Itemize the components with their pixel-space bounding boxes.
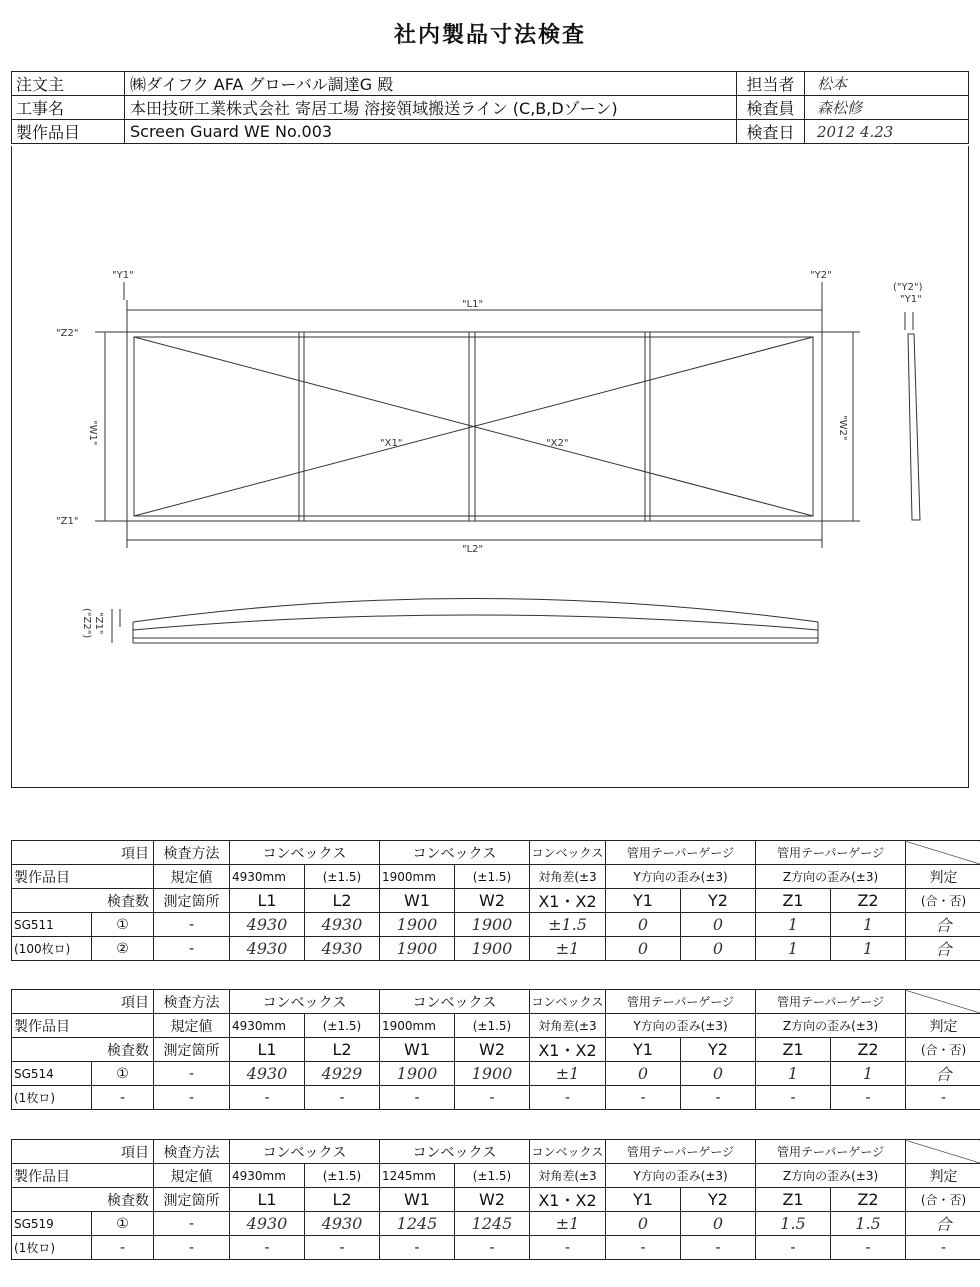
spec-l: 4930mm	[230, 865, 305, 889]
method-w: コンベックス	[380, 990, 530, 1014]
point-dash: -	[154, 1086, 230, 1110]
value-z1: 1	[756, 913, 831, 937]
method-x: コンベックス	[530, 1140, 606, 1164]
spec-l-tol: (±1.5)	[305, 1164, 380, 1188]
product-name: SG514	[12, 1062, 92, 1086]
spec-l-tol: (±1.5)	[305, 865, 380, 889]
label-w2: "W2"	[837, 415, 848, 441]
label-l1: "L1"	[462, 299, 484, 310]
col-product: 製作品目	[12, 1014, 154, 1038]
table-row	[12, 937, 980, 961]
col-spec: 規定値	[154, 1164, 230, 1188]
head-z1: Z1	[756, 1188, 831, 1212]
header-label: 工事名	[12, 96, 125, 120]
value-y1: -	[606, 1236, 681, 1260]
col-product: 製作品目	[12, 1164, 154, 1188]
signature: 2012 4.23	[805, 120, 969, 144]
spec-w-tol: (±1.5)	[455, 865, 530, 889]
value-y1: 0	[606, 913, 681, 937]
result: 合	[906, 1062, 980, 1086]
judge-label: 判定	[906, 865, 980, 889]
value-y1: 0	[606, 1212, 681, 1236]
result: -	[906, 1236, 980, 1260]
header-value: Screen Guard WE No.003	[125, 120, 737, 144]
label-bot-z2: ("Z2")	[81, 608, 92, 639]
method-z: 管用テーパーゲージ	[756, 1140, 906, 1164]
col-item: 項目	[12, 990, 154, 1014]
col-count: 検査数	[12, 889, 154, 913]
value-l1: -	[230, 1236, 305, 1260]
table-row	[12, 1212, 980, 1236]
head-z1: Z1	[756, 889, 831, 913]
value-w1: -	[380, 1236, 455, 1260]
head-w1: W1	[380, 1038, 455, 1062]
judge-sub: (合・否)	[906, 1038, 980, 1062]
header-label: 製作品目	[12, 120, 125, 144]
judge-diagonal	[906, 990, 980, 1014]
head-y2: Y2	[681, 1038, 756, 1062]
page-title: 社内製品寸法検査	[393, 23, 586, 48]
inspection-table-2	[11, 989, 980, 1110]
head-z2: Z2	[831, 1188, 906, 1212]
method-l: コンベックス	[230, 990, 380, 1014]
head-l1: L1	[230, 1038, 305, 1062]
spec-x: 対角差(±3	[530, 865, 606, 889]
spec-w-tol: (±1.5)	[455, 1164, 530, 1188]
header-label: 注文主	[12, 72, 125, 96]
product-name: SG519	[12, 1212, 92, 1236]
value-x: ±1	[530, 1062, 606, 1086]
table-point-row	[12, 1188, 980, 1212]
sample-no: -	[92, 1086, 154, 1110]
value-x: -	[530, 1086, 606, 1110]
value-z1: -	[756, 1086, 831, 1110]
product-name: (100枚ロ)	[12, 937, 92, 961]
value-z2: 1	[831, 1062, 906, 1086]
table-header-row	[12, 990, 980, 1014]
value-z1: 1	[756, 1062, 831, 1086]
table-spec-row	[12, 865, 980, 889]
header-label-2: 検査員	[737, 96, 805, 120]
table-row	[12, 1062, 980, 1086]
sample-no: ①	[92, 1062, 154, 1086]
table-row	[12, 1086, 980, 1110]
value-y2: -	[681, 1236, 756, 1260]
spec-z: Z方向の歪み(±3)	[756, 1014, 906, 1038]
method-l: コンベックス	[230, 841, 380, 865]
label-y2: "Y2"	[810, 270, 832, 281]
head-z2: Z2	[831, 1038, 906, 1062]
inspection-table-3	[11, 1139, 980, 1260]
method-z: 管用テーパーゲージ	[756, 841, 906, 865]
value-z2: -	[831, 1236, 906, 1260]
sample-no: ②	[92, 937, 154, 961]
value-w1: 1900	[380, 937, 455, 961]
product-name: (1枚ロ)	[12, 1236, 92, 1260]
value-l2: 4930	[305, 937, 380, 961]
result: -	[906, 1086, 980, 1110]
head-x: X1・X2	[530, 889, 606, 913]
bottom-view	[133, 599, 818, 623]
value-y2: 0	[681, 913, 756, 937]
value-l2: 4930	[305, 1212, 380, 1236]
head-w1: W1	[380, 889, 455, 913]
value-w2: 1245	[455, 1212, 530, 1236]
method-y: 管用テーパーゲージ	[606, 990, 756, 1014]
spec-z: Z方向の歪み(±3)	[756, 1164, 906, 1188]
spec-y: Y方向の歪み(±3)	[606, 865, 756, 889]
sample-no: ①	[92, 1212, 154, 1236]
head-y1: Y1	[606, 889, 681, 913]
method-z: 管用テーパーゲージ	[756, 990, 906, 1014]
value-l1: 4930	[230, 1212, 305, 1236]
value-w2: -	[455, 1236, 530, 1260]
spec-l: 4930mm	[230, 1164, 305, 1188]
point-dash: -	[154, 1062, 230, 1086]
col-point: 測定箇所	[154, 1038, 230, 1062]
head-y2: Y2	[681, 889, 756, 913]
label-l2: "L2"	[462, 544, 484, 555]
method-l: コンベックス	[230, 1140, 380, 1164]
value-z2: 1	[831, 913, 906, 937]
value-x: ±1.5	[530, 913, 606, 937]
value-l2: -	[305, 1236, 380, 1260]
sample-no: -	[92, 1236, 154, 1260]
value-y2: 0	[681, 1062, 756, 1086]
value-z2: 1	[831, 937, 906, 961]
label-bot-z1: "Z1"	[93, 612, 104, 635]
value-l2: 4929	[305, 1062, 380, 1086]
head-z1: Z1	[756, 1038, 831, 1062]
table-header-row	[12, 841, 980, 865]
side-view	[908, 334, 920, 520]
judge-label: 判定	[906, 1014, 980, 1038]
header-label-2: 担当者	[737, 72, 805, 96]
value-z2: 1.5	[831, 1212, 906, 1236]
spec-w: 1900mm	[380, 1014, 455, 1038]
method-x: コンベックス	[530, 990, 606, 1014]
value-y2: -	[681, 1086, 756, 1110]
head-y2: Y2	[681, 1188, 756, 1212]
value-w2: 1900	[455, 937, 530, 961]
point-dash: -	[154, 1212, 230, 1236]
col-count: 検査数	[12, 1188, 154, 1212]
value-x: -	[530, 1236, 606, 1260]
value-l1: 4930	[230, 937, 305, 961]
result: 合	[906, 1212, 980, 1236]
spec-w: 1900mm	[380, 865, 455, 889]
header-value: ㈱ダイフク AFA グローバル調達G 殿	[125, 72, 737, 96]
value-x: ±1	[530, 937, 606, 961]
judge-diagonal	[906, 1140, 980, 1164]
judge-label: 判定	[906, 1164, 980, 1188]
label-x1: "X1"	[380, 438, 403, 449]
signature: 松本	[805, 72, 969, 96]
value-w1: 1900	[380, 913, 455, 937]
value-l1: 4930	[230, 913, 305, 937]
col-method: 検査方法	[154, 1140, 230, 1164]
value-w2: 1900	[455, 913, 530, 937]
col-point: 測定箇所	[154, 889, 230, 913]
value-l1: -	[230, 1086, 305, 1110]
point-dash: -	[154, 1236, 230, 1260]
label-w1: "W1"	[87, 420, 98, 446]
method-y: 管用テーパーゲージ	[606, 1140, 756, 1164]
value-z1: 1	[756, 937, 831, 961]
head-y1: Y1	[606, 1038, 681, 1062]
result: 合	[906, 937, 980, 961]
point-dash: -	[154, 937, 230, 961]
method-w: コンベックス	[380, 841, 530, 865]
col-product: 製作品目	[12, 865, 154, 889]
value-w2: 1900	[455, 1062, 530, 1086]
label-z1: "Z1"	[56, 516, 79, 527]
value-y1: 0	[606, 937, 681, 961]
head-x: X1・X2	[530, 1038, 606, 1062]
header-label-2: 検査日	[737, 120, 805, 144]
spec-l: 4930mm	[230, 1014, 305, 1038]
head-l1: L1	[230, 889, 305, 913]
method-y: 管用テーパーゲージ	[606, 841, 756, 865]
method-x: コンベックス	[530, 841, 606, 865]
value-l1: 4930	[230, 1062, 305, 1086]
col-spec: 規定値	[154, 1014, 230, 1038]
table-spec-row	[12, 1164, 980, 1188]
spec-x: 対角差(±3	[530, 1014, 606, 1038]
value-z1: 1.5	[756, 1212, 831, 1236]
head-w1: W1	[380, 1188, 455, 1212]
value-w1: -	[380, 1086, 455, 1110]
spec-w: 1245mm	[380, 1164, 455, 1188]
product-name: SG511	[12, 913, 92, 937]
judge-sub: (合・否)	[906, 1188, 980, 1212]
spec-y: Y方向の歪み(±3)	[606, 1014, 756, 1038]
sample-no: ①	[92, 913, 154, 937]
product-name: (1枚ロ)	[12, 1086, 92, 1110]
col-method: 検査方法	[154, 841, 230, 865]
col-method: 検査方法	[154, 990, 230, 1014]
value-z1: -	[756, 1236, 831, 1260]
head-y1: Y1	[606, 1188, 681, 1212]
head-z2: Z2	[831, 889, 906, 913]
judge-sub: (合・否)	[906, 889, 980, 913]
table-spec-row	[12, 1014, 980, 1038]
table-point-row	[12, 889, 980, 913]
label-x2: "X2"	[546, 438, 569, 449]
method-w: コンベックス	[380, 1140, 530, 1164]
value-x: ±1	[530, 1212, 606, 1236]
head-l1: L1	[230, 1188, 305, 1212]
spec-x: 対角差(±3	[530, 1164, 606, 1188]
value-l2: 4930	[305, 913, 380, 937]
label-side-y2: ("Y2")	[893, 282, 923, 293]
value-y1: -	[606, 1086, 681, 1110]
table-point-row	[12, 1038, 980, 1062]
value-w1: 1900	[380, 1062, 455, 1086]
signature: 森松修	[805, 96, 969, 120]
header-value: 本田技研工業株式会社 寄居工場 溶接領域搬送ライン (C,B,Dゾーン)	[125, 96, 737, 120]
label-z2: "Z2"	[56, 328, 79, 339]
head-w2: W2	[455, 1188, 530, 1212]
result: 合	[906, 913, 980, 937]
col-item: 項目	[12, 1140, 154, 1164]
col-point: 測定箇所	[154, 1188, 230, 1212]
head-x: X1・X2	[530, 1188, 606, 1212]
value-y1: 0	[606, 1062, 681, 1086]
value-z2: -	[831, 1086, 906, 1110]
table-header-row	[12, 1140, 980, 1164]
spec-l-tol: (±1.5)	[305, 1014, 380, 1038]
label-side-y1: "Y1"	[900, 294, 922, 305]
head-l2: L2	[305, 1188, 380, 1212]
col-count: 検査数	[12, 1038, 154, 1062]
value-w1: 1245	[380, 1212, 455, 1236]
inspection-table-1	[11, 840, 980, 961]
spec-w-tol: (±1.5)	[455, 1014, 530, 1038]
col-spec: 規定値	[154, 865, 230, 889]
label-y1: "Y1"	[112, 270, 134, 281]
value-w2: -	[455, 1086, 530, 1110]
head-l2: L2	[305, 1038, 380, 1062]
col-item: 項目	[12, 841, 154, 865]
spec-y: Y方向の歪み(±3)	[606, 1164, 756, 1188]
head-l2: L2	[305, 889, 380, 913]
head-w2: W2	[455, 889, 530, 913]
point-dash: -	[154, 913, 230, 937]
value-y2: 0	[681, 937, 756, 961]
spec-z: Z方向の歪み(±3)	[756, 865, 906, 889]
value-l2: -	[305, 1086, 380, 1110]
table-row	[12, 1236, 980, 1260]
judge-diagonal	[906, 841, 980, 865]
value-y2: 0	[681, 1212, 756, 1236]
head-w2: W2	[455, 1038, 530, 1062]
table-row	[12, 913, 980, 937]
